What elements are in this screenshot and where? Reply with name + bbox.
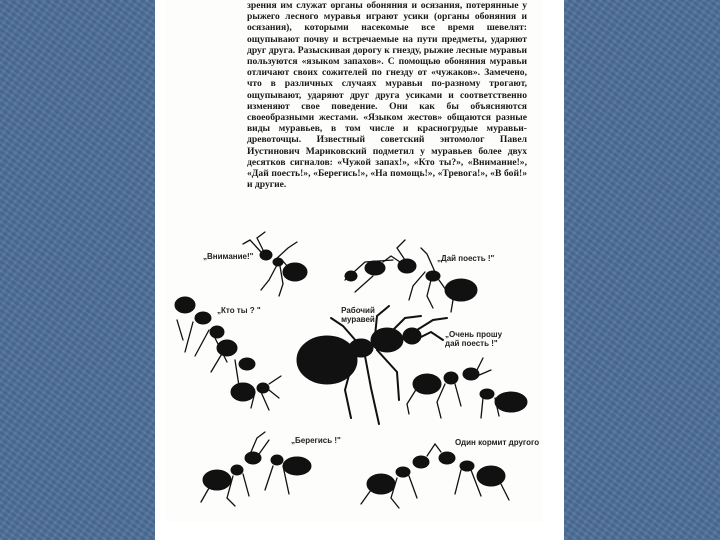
ant-please-feed (407, 358, 527, 418)
label-feed-me: „Дай поесть !" (437, 254, 495, 263)
label-please-feed-line1: „Очень прошу (445, 330, 503, 339)
label-please-feed (445, 330, 502, 348)
label-worker-ant (333, 306, 383, 324)
body-paragraph: зрения им служат органы обоняния и осязания, потерянные у рыжего лесного муравья играют усики (органы обоняния и осязания), которыми насекомые все время шевелят: ощупывают почву и встречаемые на пути предметы, ударяют друг друга. Разыскивая дорогу к гнезду, рыжие лесные муравьи пользуются «языком запахов». С помощью обоняния муравьи отличают своих сожителей по гнезду от «чужаков». Замечено, что в различных случаях муравьи по-разному трогают, ощупывают, ударяют друг друга усиками и соответственно изменяют свое поведение. Они как бы объясняются своеобразными жестами. «Языком жестов» общаются разные виды муравьев, в том числе и красногрудые муравьи-древоточцы. Известный советский энтомолог Павел Иустинович Мариковский подметил у муравьев более двух десятков сигналов: «Чужой запах!», «Кто ты?», «Внимание!», «Дай поесть!», «Берегись!», «На помощь!», «Тревога!», «В бой!» и другие. (247, 0, 527, 191)
ant-feeding-pair (361, 444, 509, 508)
ant-attention (243, 232, 307, 296)
label-who-are-you: „Кто ты ? " (217, 306, 261, 315)
scanned-page (155, 0, 564, 540)
scan-area (165, 0, 543, 522)
label-attention: „Внимание!" (203, 252, 254, 261)
label-worker-ant-line2: муравей (341, 315, 375, 324)
label-one-feeds-another: Один кормит другого (455, 438, 540, 447)
label-worker-ant-line1: Рабочий (341, 306, 375, 315)
label-beware: „Берегись !" (291, 436, 341, 445)
label-please-feed-line2: дай поесть !" (445, 339, 498, 348)
ant-feed-me (345, 240, 477, 312)
